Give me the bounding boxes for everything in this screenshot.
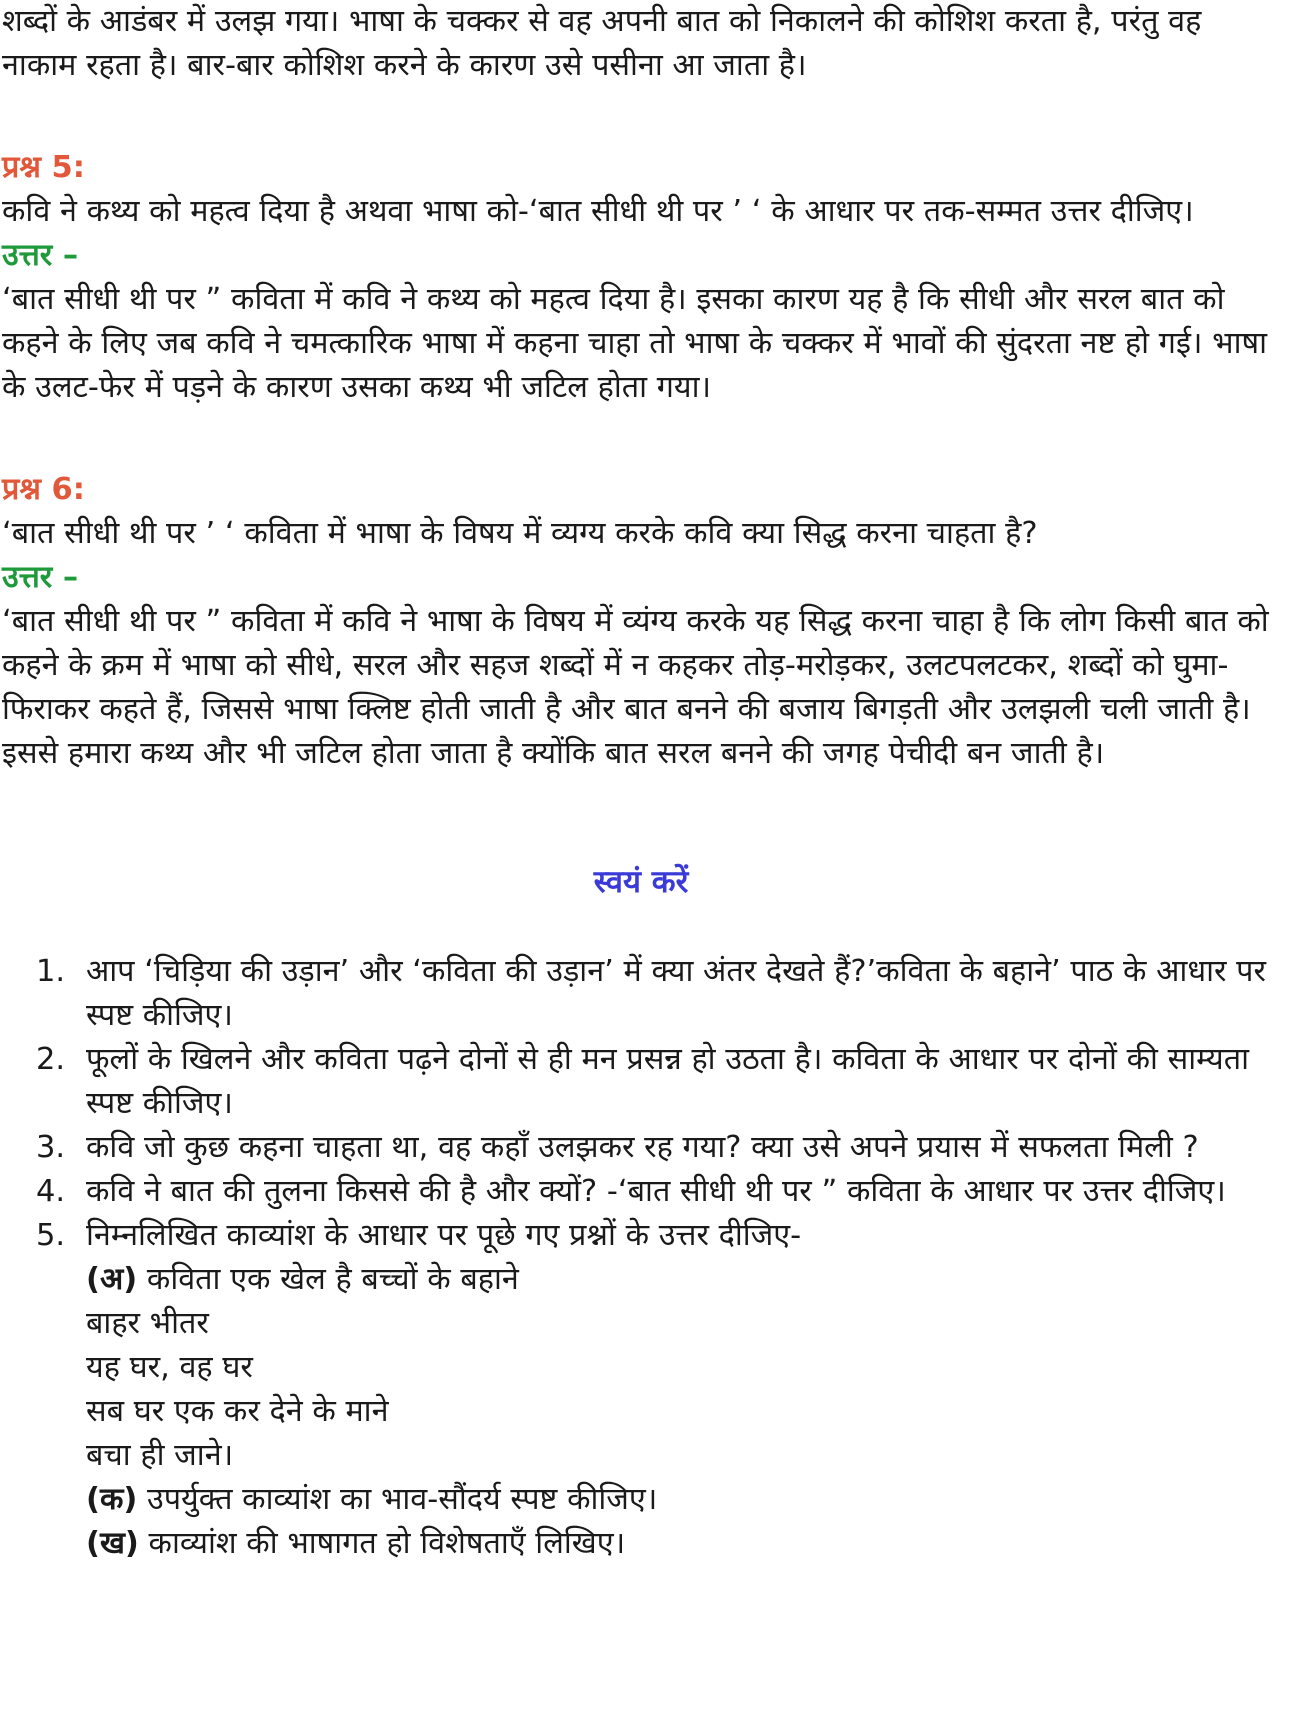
- poem-excerpt: [2, 1258, 1280, 1478]
- exercise-text: कवि जो कुछ कहना चाहता था, वह कहाँ उलझकर रह गया? क्या उसे अपने प्रयास में सफलता मिली ?: [86, 1130, 1199, 1165]
- self-study-heading: स्वयं करें: [593, 864, 689, 900]
- poem-line: [2, 1258, 1280, 1302]
- question-6-label: प्रश्न 6:: [2, 472, 85, 507]
- exercise-list: [2, 950, 1280, 1258]
- exercise-text: फूलों के खिलने और कविता पढ़ने दोनों से ही मन प्रसन्न हो उठता है। कविता के आधार पर दोनों की साम्यता स्पष्ट कीजिए।: [86, 1042, 1250, 1121]
- exercise-item: [2, 1038, 1280, 1126]
- sub-question-text: उपर्युक्त काव्यांश का भाव-सौंदर्य स्पष्ट कीजिए।: [147, 1482, 658, 1517]
- exercise-number: 5.: [36, 1218, 66, 1253]
- poem-line: बचा ही जाने।: [86, 1438, 234, 1473]
- exercise-number: 4.: [36, 1174, 66, 1209]
- poem-line-text: कविता एक खेल है बच्चों के बहाने: [146, 1262, 519, 1297]
- question-5-text: कवि ने कथ्य को महत्व दिया है अथवा भाषा को-‘बात सीधी थी पर ’ ‘ के आधार पर तक-सम्मत उत्तर दीजिए।: [2, 194, 1194, 229]
- question-6-text: ‘बात सीधी थी पर ’ ‘ कविता में भाषा के विषय में व्यग्य करके कवि क्या सिद्ध करना चाहता है?: [2, 516, 1038, 551]
- exercise-item: [2, 1126, 1280, 1170]
- intro-paragraph: शब्दों के आडंबर में उलझ गया। भाषा के चक्कर से वह अपनी बात को निकालने की कोशिश करता है, परंतु वह नाकाम रहता है। बार-बार कोशिश करने के कारण उसे पसीना आ जाता है।: [2, 4, 1202, 83]
- poem-line: सब घर एक कर देने के माने: [86, 1394, 389, 1429]
- sub-questions: [2, 1478, 1280, 1566]
- exercise-item: [2, 1170, 1280, 1214]
- exercise-text: निम्नलिखित काव्यांश के आधार पर पूछे गए प्रश्नों के उत्तर दीजिए-: [86, 1218, 802, 1253]
- sub-question-marker: (ख): [86, 1526, 139, 1561]
- sub-question: [2, 1478, 1280, 1522]
- poem-marker: (अ): [86, 1262, 138, 1297]
- answer-6-label: उत्तर –: [2, 560, 79, 595]
- poem-line: यह घर, वह घर: [86, 1350, 253, 1385]
- exercise-number: 2.: [36, 1042, 66, 1077]
- sub-question: [2, 1522, 1280, 1566]
- exercise-item: [2, 1214, 1280, 1258]
- question-6-block: [2, 468, 1280, 776]
- poem-line: बाहर भीतर: [86, 1306, 209, 1341]
- answer-5-label: उत्तर –: [2, 238, 79, 273]
- sub-question-marker: (क): [86, 1482, 138, 1517]
- exercise-number: 3.: [36, 1130, 66, 1165]
- exercise-text: कवि ने बात की तुलना किससे की है और क्यों? -‘बात सीधी थी पर ” कविता के आधार पर उत्तर दीजिए।: [86, 1174, 1226, 1209]
- exercise-item: [2, 950, 1280, 1038]
- question-5-block: [2, 146, 1280, 410]
- sub-question-text: काव्यांश की भाषागत हो विशेषताएँ लिखिए।: [148, 1526, 626, 1561]
- question-5-label: प्रश्न 5:: [2, 150, 85, 185]
- answer-5-text: ‘बात सीधी थी पर ” कविता में कवि ने कथ्य को महत्व दिया है। इसका कारण यह है कि सीधी और सरल बात को कहने के लिए जब कवि ने चमत्कारिक भाषा में कहना चाहा तो भाषा के चक्कर में भावों की सुंदरता नष्ट हो गई। भाषा के उलट-फेर में पड़ने के कारण उसका कथ्य भी जटिल होता गया।: [2, 282, 1268, 405]
- exercise-text: आप ‘चिड़िया की उड़ान’ और ‘कविता की उड़ान’ में क्या अंतर देखते हैं?’कविता के बहाने’ पाठ के आधार पर स्पष्ट कीजिए।: [86, 954, 1266, 1033]
- answer-6-text: ‘बात सीधी थी पर ” कविता में कवि ने भाषा के विषय में व्यंग्य करके यह सिद्ध करना चाहा है कि लोग किसी बात को कहने के क्रम में भाषा को सीधे, सरल और सहज शब्दों में न कहकर तोड़-मरोड़कर, उलटपलटकर, शब्दों को घुमा-फिराकर कहते हैं, जिससे भाषा क्लिष्ट होती जाती है और बात बनने की बजाय बिगड़ती और उलझली चली जाती है। इससे हमारा कथ्य और भी जटिल होता जाता है क्योंकि बात सरल बनने की जगह पेचीदी बन जाती है।: [2, 604, 1269, 771]
- exercise-number: 1.: [36, 954, 66, 989]
